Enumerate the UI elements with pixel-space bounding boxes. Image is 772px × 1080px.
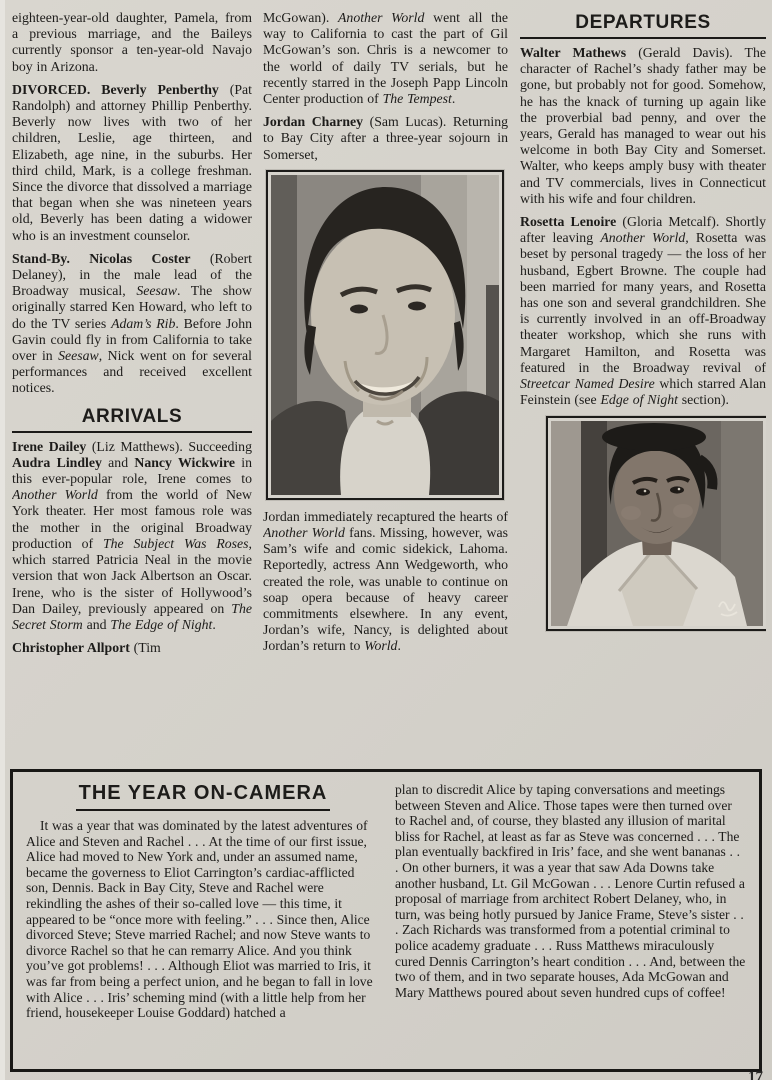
year-box-left-column [26,779,380,1063]
paragraph-baileys: eighteen-year-old daughter, Pamela, from a previous marriage, and the Baileys currently sponsor a ten-year-old Navajo boy in Arizona. [12,10,252,74]
paragraph-jordan-charney: Jordan Charney (Sam Lucas). Returning to Bay City after a three-year sojourn in Somerset, [263,114,508,162]
column-left [12,10,252,762]
portrait-photo-man-smiling [271,175,499,495]
year-box-title: THE YEAR ON-CAMERA [78,782,328,804]
paragraph-walter-mathews: Walter Mathews (Gerald Davis). The character of Rachel’s shady father may be gone, but probably not for good. Somehow, he has the knack of turning up again like the proverbial bad penny, and over the years, Gerald has managed to wear out his welcome in both Bay City and Somerset. Walter, who keeps amply busy with theater and TV commercials, lives in Connecticut with his wife and four children. [520,45,766,206]
paragraph-rosetta-lenoire: Rosetta Lenoire (Gloria Metcalf). Shortly after leaving Another World, Rosetta was beset by personal tragedy — the loss of her husband, Egbert Browne. The couple had been married for many years, and Rosetta has one son and several grandchildren. She is currently involved in an off-Broadway theater workshop, which she runs with Margaret Hamilton, and Rosetta was featured in the Broadway revival of Streetcar Named Desire which starred Alan Feinstein (see Edge of Night section). [520,214,766,408]
departures-heading: DEPARTURES [520,12,766,39]
column-right [520,10,766,762]
arrivals-heading: ARRIVALS [12,406,252,433]
paragraph-standby: Stand-By. Nicolas Coster (Robert Delaney), in the male lead of the Broadway musical, Seesaw. The show originally starred Ken Howard, who left to do the TV series Adam’s Rib. Before John Gavin could fly in from California to take over in Seesaw, Nick went on for several performances and received excellent notices. [12,250,252,396]
year-box-right-column [395,779,746,1063]
title-rule [76,809,331,811]
year-box-text-right: plan to discredit Alice by taping conversations and meetings between Steven and Alice. Those tapes were then turned over to Rachel and, of course, they blasted any illusion of marital bliss for Rachel, at least as far as Steve was concerned . . . The plan eventually backfired in Iris’ face, and she went bananas . . . On other burners, it was a year that saw Ada Downs take another husband, Lt. Gil McGowan . . . Lenore Curtin refused a proposal of marriage from architect Robert Delaney, who, in turn, was being hotly pursued by Janice Frame, Steve’s sister . . . Zach Richards was transformed from a potential criminal to police academy graduate . . . Russ Matthews miraculously cured Dennis Carrington’s heart condition . . . And, between the two of them, and in two separate houses, Ada McGowan and Mary Matthews poured about seven hundred cups of coffee! [395,782,746,1000]
paragraph-mcgowan: McGowan). Another World went all the way to California to cast the part of Gil McGowan’s son. Chris is a newcomer to the world of daily TV serials, but he recently starred in the Joseph Papp Lincoln Center production of The Tempest. [263,10,508,107]
year-box-text-left: It was a year that was dominated by the latest adventures of Alice and Steven and Rachel . . . At the time of our first issue, Alice had moved to New York and, under an assumed name, became the governess to Eliot Carrington’s cardiac-afflicted son, Dennis. Back in Bay City, Steve and Rachel were rekindling the ashes of their so-called love — this time, it appeared to be “once more with feeling.” . . . Since then, Alice divorced Steve; Steve married Rachel; and now Steve wants to divorce Rachel so that he can remarry Alice. And you think you’ve got problems! . . . Although Eliot was married to Iris, it was far from being a perfect union, and he began to fall in love with Alice . . . Iris’ scheming mind (with a little help from her friend, housekeeper Louise Goddard) hatched a [26,818,373,1021]
paragraph-irene-dailey: Irene Dailey (Liz Matthews). Succeeding Audra Lindley and Nancy Wickwire in this ever-popular role, Irene comes to Another World from the world of New York theater. Her most famous role was the mother in the original Broadway production of The Subject Was Roses, which starred Patricia Neal in the movie version that won Jack Albertson an Oscar. Irene, who is the sister of Hollywood’s Dan Dailey, previously appeared on The Secret Storm and The Edge of Night. [12,438,252,632]
paragraph-jordan-recaptured: Jordan immediately recaptured the hearts of Another World fans. Missing, however, was Sam’s wife and comic sidekick, Lahoma. Reportedly, actress Ann Wedgeworth, who created the role, was unable to continue on soap opera because of heavy career commitments elsewhere. In any event, Jordan’s wife, Nancy, is delighted about Jordan’s return to World. [263,508,508,654]
paragraph-christopher-allport: Christopher Allport (Tim [12,640,161,656]
column-middle [263,10,508,762]
photo-rosetta-lenoire [546,416,766,631]
year-on-camera-box [10,769,762,1072]
page-number: 17 [748,1069,763,1080]
photo-jordan-charney [266,170,504,500]
paragraph-divorced: DIVORCED. Beverly Penberthy (Pat Randolph) and attorney Phillip Penberthy. Beverly now lives with two of her children, Leslie, age thirteen, and Elizabeth, age nine, in the suburbs. Her third child, Mark, is a college freshman. Since the divorce that dissolved a marriage that began when she was nineteen years old, Beverly has been dating a widower who is an investment counselor. [12,81,252,243]
portrait-photo-woman-smiling [551,421,763,626]
